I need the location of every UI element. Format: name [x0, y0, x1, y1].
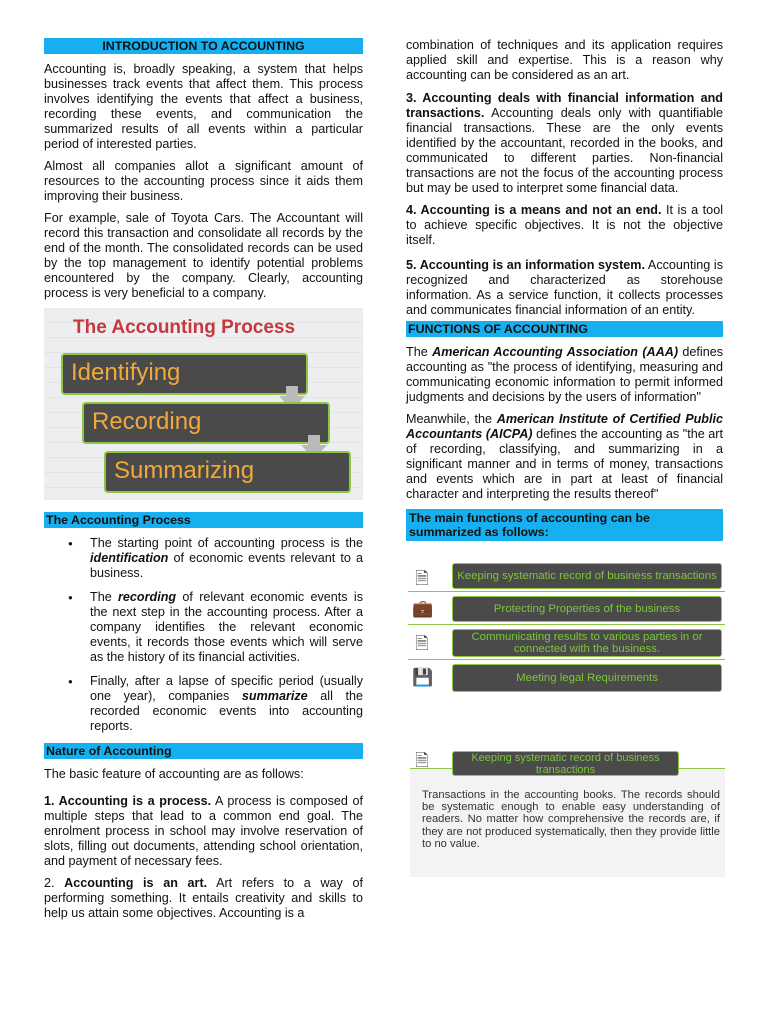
nature-item-4: 4. Accounting is a means and not an end. It is a tool to achieve specific objectives. It is not the objective itself. — [406, 203, 723, 247]
right-column — [406, 38, 723, 871]
document-icon: 🗎 — [415, 751, 429, 770]
step-recording: Recording — [82, 402, 330, 444]
save-icon: 💾 — [412, 668, 434, 687]
step-summarizing: Summarizing — [104, 451, 351, 493]
divider — [408, 591, 725, 592]
functions-diagram — [406, 563, 723, 703]
aaa-definition: The American Accounting Association (AAA) defines accounting as "the process of identifying, measuring and communicating economic information to permit informed judgments and decisions by the users of information" — [406, 345, 724, 404]
divider — [408, 659, 725, 660]
list-item: ● The recording of relevant economic events is the next step in the accounting process. After a company identifies the relevant economic events, it records those events which will serve as the history of its financial activities. — [90, 590, 363, 665]
detail-title: Keeping systematic record of business transactions — [452, 751, 679, 776]
aicpa-definition: Meanwhile, the American Institute of Certified Public Accountants (AICPA) defines the accounting as "the art of recording, classifying, and summarizing in a significant manner and in terms of money, transactions and events which are in part at least of financial character and interpreting the results thereof" — [406, 412, 723, 501]
intro-paragraph-3: For example, sale of Toyota Cars. The Accountant will record this transaction and consolidate all records by the end of the month. The consolidated records can be used by the top management to identify potential problems encountered by the company. Clearly, accounting process is very beneficial to a company. — [44, 211, 363, 300]
functions-header: FUNCTIONS OF ACCOUNTING — [406, 321, 723, 337]
main-functions-header: The main functions of accounting can be summarized as follows: — [406, 509, 723, 541]
function-item: Meeting legal Requirements — [452, 664, 722, 692]
process-list — [44, 536, 363, 734]
intro-paragraph-1: Accounting is, broadly speaking, a system that helps businesses track events that affect them. This process involves identifying the events that affect a business, recording these events, and communication the summarized results of all events within a particular period of interested parties. — [44, 62, 363, 151]
list-item: ● The starting point of accounting process is the identification of economic events relevant to a business. — [90, 536, 363, 581]
process-header: The Accounting Process — [44, 512, 363, 528]
record-keeping-detail — [406, 751, 723, 871]
list-item: ● Finally, after a lapse of specific period (usually one year), companies summarize all the recorded economic events into accounting reports. — [90, 674, 363, 734]
nature-item-5: 5. Accounting is an information system. Accounting is recognized and characterized as storehouse information. As a service function, it collects processes and communicates financial information of an entity. — [406, 258, 723, 317]
art-continuation: combination of techniques and its application requires applied skill and expertise. This is a reason why accounting can be considered as an art. — [406, 38, 723, 82]
intro-header: INTRODUCTION TO ACCOUNTING — [44, 38, 363, 54]
step-identifying: Identifying — [61, 353, 308, 395]
document-icon: 🗎 — [415, 569, 429, 588]
arrow-down-icon — [286, 386, 298, 396]
function-item: Protecting Properties of the business — [452, 596, 722, 622]
left-column — [44, 38, 363, 928]
function-item: Keeping systematic record of business transactions — [452, 563, 722, 589]
divider — [408, 624, 725, 625]
arrow-down-icon — [308, 435, 320, 445]
nature-header: Nature of Accounting — [44, 743, 363, 759]
intro-paragraph-2: Almost all companies allot a significant amount of resources to the accounting process since it aids them improving their business. — [44, 159, 363, 203]
function-item: Communicating results to various parties in or connected with the business. — [452, 629, 722, 657]
nature-item-3: 3. Accounting deals with financial information and transactions. Accounting deals only with quantifiable financial transactions. These are the only events identified by the accountant, recorded in the books, and communicated to different parties. Non-financial transactions are not the focus of the accounting process but may be used to interpret some financial data. — [406, 91, 723, 195]
document-icon: 🗎 — [415, 634, 429, 653]
nature-item-1: 1. Accounting is a process. A process is composed of multiple steps that lead to a common end goal. The enrolment process in school may involve reservation of slots, filling out documents, attending school orientation, and payment of necessary fees. — [44, 794, 363, 868]
detail-text: Transactions in the accounting books. The records should be systematic enough to enable easy understanding of readers. No matter how comprehensive the records are, if they are not produced systematically, then they provide little to no value. — [422, 789, 720, 850]
briefcase-icon: 💼 — [412, 599, 434, 618]
nature-intro: The basic feature of accounting are as follows: — [44, 767, 304, 781]
diagram-title: The Accounting Process — [73, 317, 296, 338]
accounting-process-diagram — [44, 308, 363, 500]
nature-item-2: 2. Accounting is an art. Art refers to a way of performing something. It entails creativity and skills to help us attain some objectives. Accounting is a — [44, 876, 363, 920]
